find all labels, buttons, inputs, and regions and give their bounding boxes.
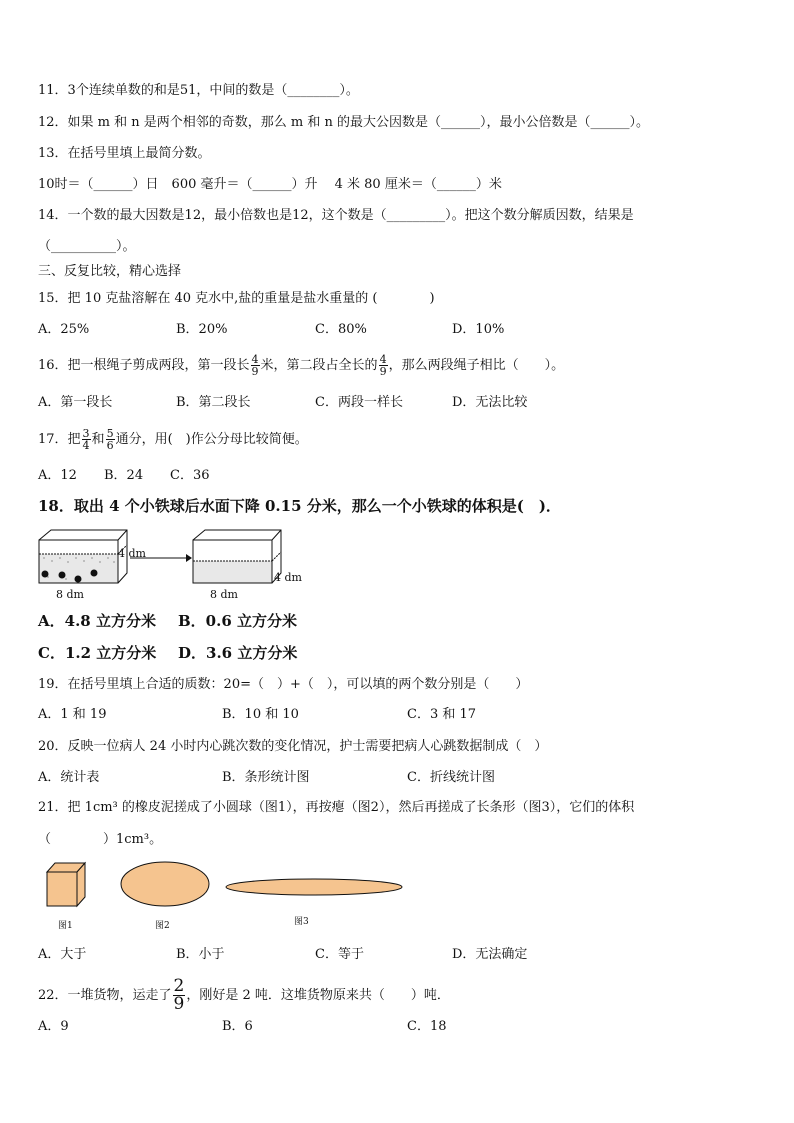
fraction-4-9: $\frac{4}{9}$: [251, 353, 259, 378]
question-22: 22．一堆货物，运走了 $\frac{2}{9}$ ，刚好是 2 吨．这堆货物原来共（ ）吨．: [38, 976, 450, 1014]
question-14-cont: （__________）。: [38, 239, 136, 254]
long-strip-shape: [226, 879, 402, 895]
question-21: 21．把 1cm³ 的橡皮泥搓成了小圆球（图1），再按瘪（图2），然后再搓成了长条形（图3），它们的体积: [38, 800, 635, 815]
q15-option-b[interactable]: B．20%: [176, 322, 228, 337]
question-18: 18．取出 4 个小铁球后水面下降 0.15 分米，那么一个小铁球的体积是( )．: [38, 497, 561, 515]
q17-option-a[interactable]: A．12: [38, 468, 77, 483]
clay-shapes-figure: [44, 858, 406, 910]
question-14: 14．一个数的最大因数是12，最小倍数也是12，这个数是（_________）。把这个数分解质因数，结果是: [38, 208, 634, 223]
q16-option-a[interactable]: A．第一段长: [38, 395, 113, 410]
fraction-5-6: $\frac{5}{6}$: [106, 427, 114, 452]
q18-option-a[interactable]: A．4.8 立方分米: [38, 612, 156, 630]
question-21-cont: （ ）1cm³。: [38, 832, 163, 847]
question-20: 20．反映一位病人 24 小时内心跳次数的变化情况，护士需要把病人心跳数据制成（ ）: [38, 739, 548, 754]
section-3-heading: 三、反复比较，精心选择: [38, 264, 182, 279]
fraction-3-4: $\frac{3}{4}$: [82, 427, 90, 452]
q16-option-b[interactable]: B．第二段长: [176, 395, 251, 410]
figure-3-caption: 图3: [294, 917, 309, 927]
fraction-2-9: $\frac{2}{9}$: [173, 976, 185, 1014]
q17-option-c[interactable]: C．36: [170, 468, 210, 483]
q16-option-d[interactable]: D．无法比较: [452, 395, 528, 410]
q16-option-c[interactable]: C．两段一样长: [315, 395, 403, 410]
q15-option-c[interactable]: C．80%: [315, 322, 367, 337]
question-17: 17．把 $\frac{3}{4}$ 和 $\frac{5}{6}$ 通分，用( )作公分母比较简便。: [38, 427, 308, 452]
tank1-width-label: 8 dm: [56, 588, 84, 601]
q20-option-b[interactable]: B．条形统计图: [222, 770, 310, 785]
tank2-width-label: 8 dm: [210, 588, 238, 601]
question-19: 19．在括号里填上合适的质数：20=（ ）+（ ），可以填的两个数分别是（ ）: [38, 677, 529, 692]
q15-option-a[interactable]: A．25%: [38, 322, 90, 337]
fraction-4-9-b: $\frac{4}{9}$: [379, 353, 387, 378]
q19-option-c[interactable]: C．3 和 17: [407, 707, 477, 722]
question-11: 11．3个连续单数的和是51，中间的数是（________）。: [38, 83, 359, 98]
tank1-height-label: 4 dm: [118, 547, 146, 560]
q22-option-c[interactable]: C．18: [407, 1019, 447, 1034]
q20-option-a[interactable]: A．统计表: [38, 770, 100, 785]
q18-option-d[interactable]: D．3.6 立方分米: [178, 644, 298, 662]
cube-shape: [47, 863, 85, 906]
question-13-blanks: 10时＝（______）日 600 毫升＝（______）升 4 米 80 厘米＝（______）米: [38, 177, 502, 192]
q17-option-b[interactable]: B．24: [104, 468, 144, 483]
figure-1-caption: 图1: [58, 921, 73, 931]
q21-option-d[interactable]: D．无法确定: [452, 947, 528, 962]
q21-option-b[interactable]: B．小于: [176, 947, 225, 962]
question-15: 15．把 10 克盐溶解在 40 克水中,盐的重量是盐水重量的 ( ): [38, 291, 435, 306]
figure-2-caption: 图2: [155, 921, 170, 931]
q19-option-b[interactable]: B．10 和 10: [222, 707, 299, 722]
q21-option-c[interactable]: C．等于: [315, 947, 364, 962]
question-12: 12．如果 m 和 n 是两个相邻的奇数，那么 m 和 n 的最大公因数是（______），最小公倍数是（______）。: [38, 115, 650, 130]
q19-option-a[interactable]: A．1 和 19: [38, 707, 107, 722]
question-13: 13．在括号里填上最简分数。: [38, 146, 211, 161]
question-16: 16．把一根绳子剪成两段，第一段长 $\frac{4}{9}$ 米，第二段占全长的 $\frac{4}{9}$ ，那么两段绳子相比（ ）。: [38, 353, 565, 378]
q21-option-a[interactable]: A．大于: [38, 947, 87, 962]
q18-option-b[interactable]: B．0.6 立方分米: [178, 612, 297, 630]
q15-option-d[interactable]: D．10%: [452, 322, 505, 337]
tank2-height-label: 4 dm: [274, 571, 302, 584]
q20-option-c[interactable]: C．折线统计图: [407, 770, 495, 785]
q18-option-c[interactable]: C．1.2 立方分米: [38, 644, 157, 662]
flattened-ball-shape: [121, 862, 209, 906]
q22-option-a[interactable]: A．9: [38, 1019, 69, 1034]
q22-option-b[interactable]: B．6: [222, 1019, 253, 1034]
